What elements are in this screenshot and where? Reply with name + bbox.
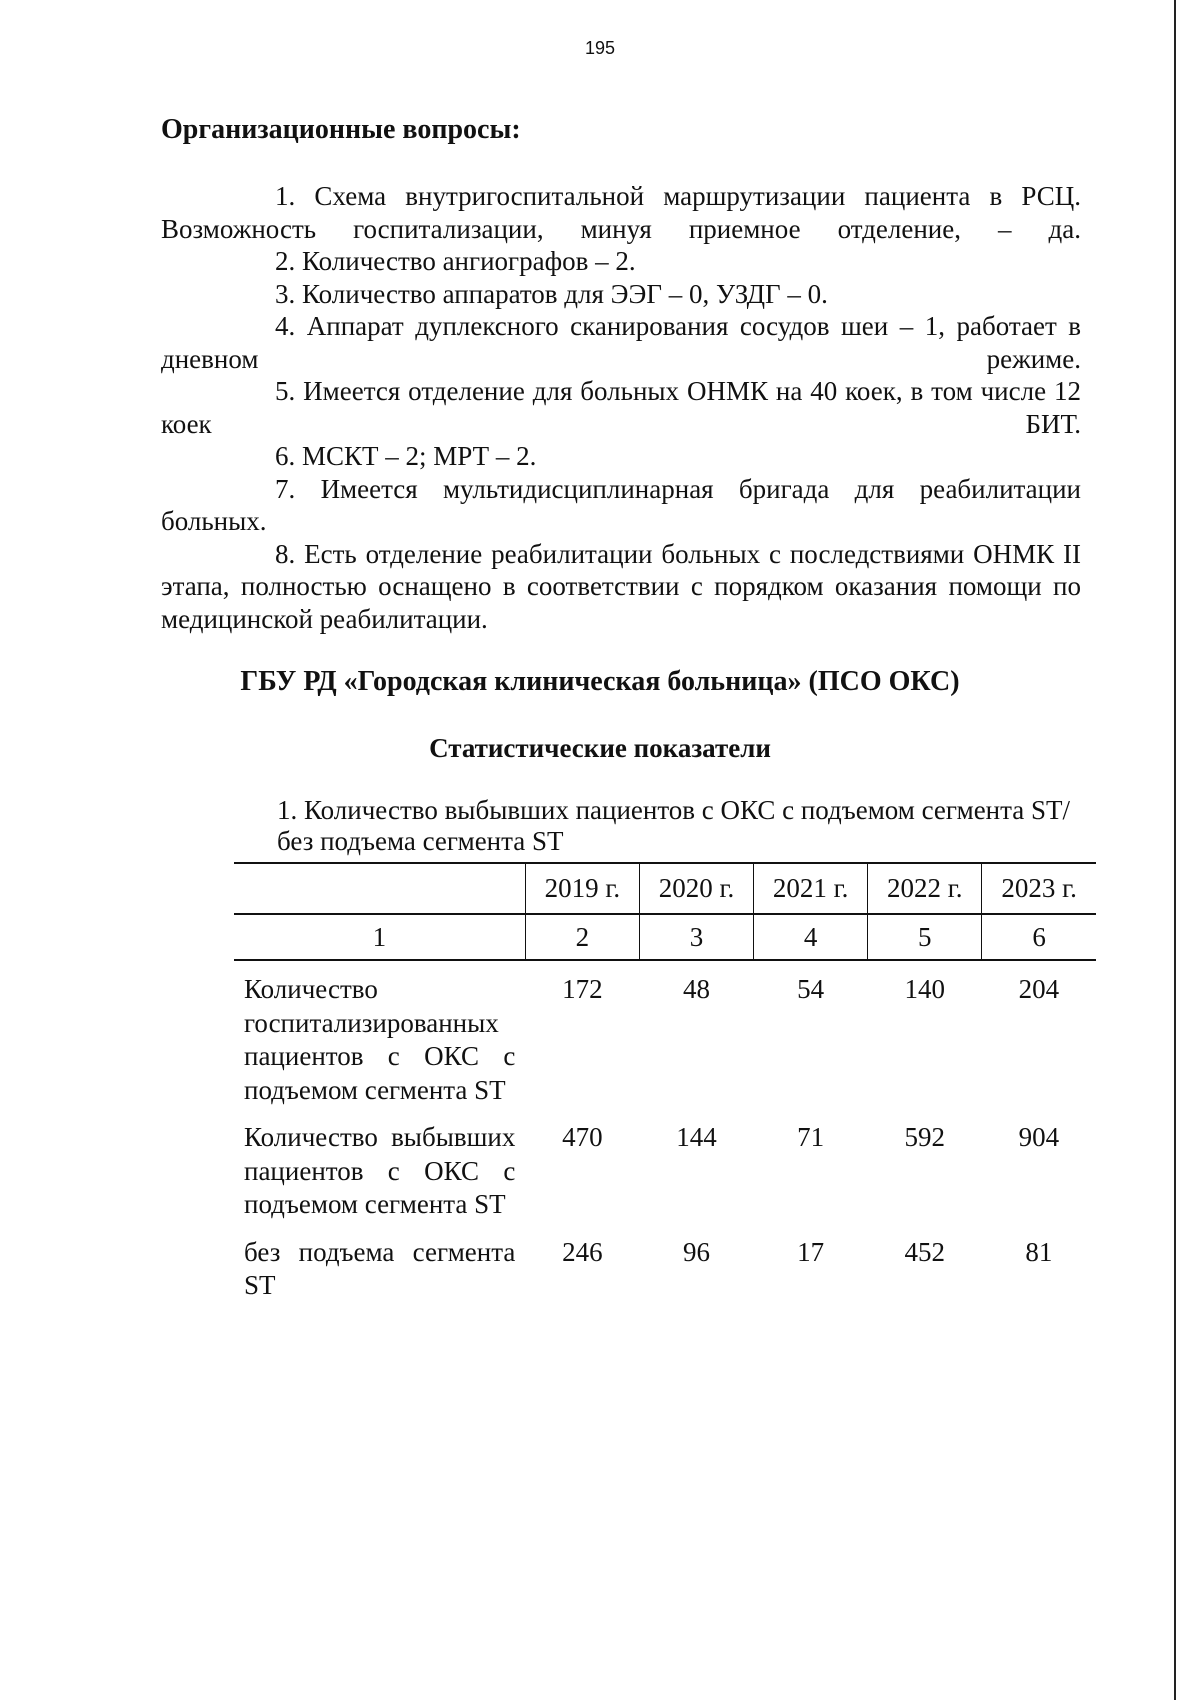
table-cell: 904 [1018,1122,1060,1152]
page-number: 195 [584,38,616,58]
table-cell: 17 [797,1236,825,1267]
table-cell: 172 [562,974,603,1004]
column-number-cell: 6 [982,914,1096,960]
header-cell: 2023 г. [982,863,1096,914]
table-cell: 204 [1018,974,1060,1004]
organization-title: ГБУ РД «Городская клиническая больница» (ПСО ОКС) [240,666,960,697]
list-item: 6. МСКТ – 2; МРТ – 2. [275,441,537,471]
header-cell [234,863,525,914]
table-cell: 144 [676,1122,717,1152]
table-cell: 592 [904,1122,946,1152]
table-cell: 140 [904,974,946,1004]
table-cell: 81 [1025,1236,1053,1267]
table-cell: 71 [797,1122,825,1152]
table-cell: 54 [797,974,825,1004]
header-cell: 2021 г. [754,863,868,914]
table-row [234,960,1096,1121]
column-number-cell: 4 [754,914,868,960]
table-row [234,1236,1096,1317]
header-cell: 2019 г. [525,863,639,914]
column-number-cell: 1 [234,914,525,960]
table-header-numbers [234,914,1096,960]
column-number-cell: 3 [639,914,753,960]
row-label: без подъема сегмента ST [244,1236,516,1300]
column-number-cell: 2 [525,914,639,960]
list-item: 3. Количество аппаратов для ЭЭГ – 0, УЗДГ – 0. [275,278,828,309]
organizational-items-list [161,180,1081,635]
statistics-table [234,862,1096,1317]
row-label: Количество госпитализированных пациентов с ОКС с подъемом сегмента ST [244,974,516,1105]
list-item: 1. Схема внутригоспитальной маршрутизации пациента в РСЦ. Возможность госпитализации, минуя приемное отделение, – да. [161,181,1081,244]
table-cell: 246 [562,1236,603,1267]
statistics-title: Статистические показатели [429,733,771,763]
table-caption: 1. Количество выбывших пациентов с ОКС с подъемом сегмента ST/без подъема сегмента ST [277,795,1071,856]
table-header-years [234,863,1096,914]
page-edge-line [1174,0,1176,1700]
row-label: Количество выбывших пациентов с ОКС с подъемом сегмента ST [244,1122,516,1219]
list-item: 2. Количество ангиографов – 2. [275,246,636,276]
section-heading: Организационные вопросы: [161,114,521,145]
table-row [234,1121,1096,1236]
list-item: 7. Имеется мультидисциплинарная бригада для реабилитации больных. [161,473,1081,536]
list-item: 5. Имеется отделение для больных ОНМК на 40 коек, в том числе 12 коек БИТ. [161,376,1081,439]
list-item: 4. Аппарат дуплексного сканирования сосудов шеи – 1, работает в дневном режиме. [161,311,1081,374]
table-cell: 48 [683,974,711,1004]
list-item: 8. Есть отделение реабилитации больных с последствиями ОНМК II этапа, полностью оснащено в соответствии с порядком оказания помощи по медицинской реабилитации. [161,538,1081,634]
table-cell: 470 [562,1122,603,1152]
column-number-cell: 5 [868,914,982,960]
table-cell: 96 [683,1236,711,1267]
table-cell: 452 [904,1236,946,1267]
header-cell: 2020 г. [639,863,753,914]
header-cell: 2022 г. [868,863,982,914]
